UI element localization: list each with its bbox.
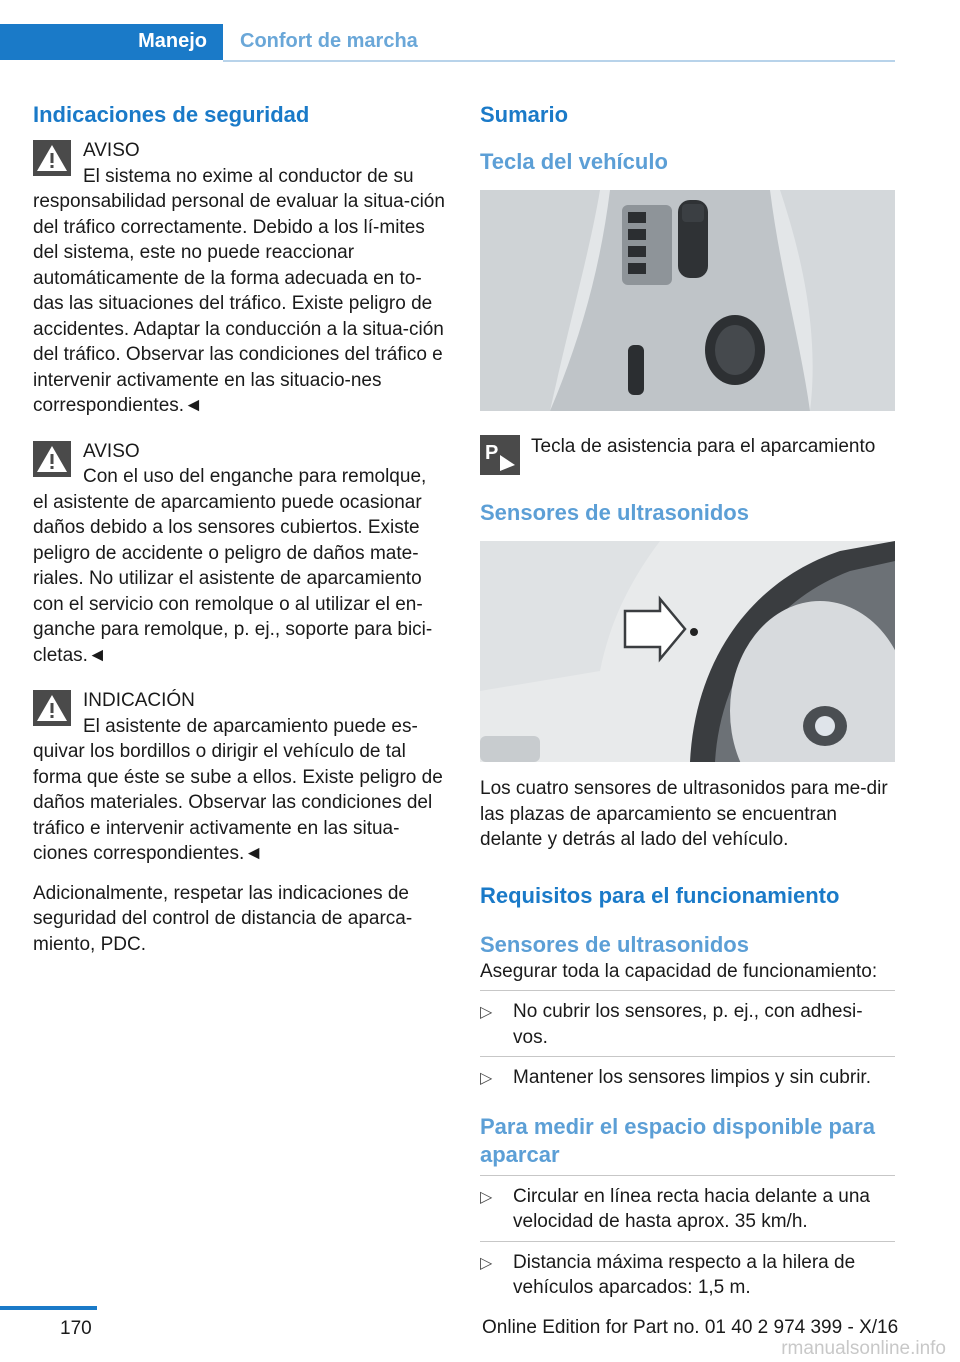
watermark: rmanualsonline.info xyxy=(781,1338,946,1359)
ultrasonic-sensor-photo xyxy=(480,541,895,762)
warning-text: el asistente de aparcamiento puede ocasionar daños debido a los sensores cubiertos. Existe peligro de accidente o peligro de daños mate-riales. No utilizar el asistente de aparcamiento con el servicio con remolque o al utilizar el en-ganche para remolque, p. ej., soporte para bici-cletas.◄ xyxy=(33,491,433,666)
list-item-text: No cubrir los sensores, p. ej., con adhesi-vos. xyxy=(513,1001,863,1048)
bullet-triangle-icon: ▷ xyxy=(480,1254,493,1272)
list-separator xyxy=(480,1241,895,1242)
tab-confort-de-marcha[interactable]: Confort de marcha xyxy=(240,30,418,52)
summary-heading: Sumario xyxy=(480,102,569,127)
warning-block-2 xyxy=(33,439,449,669)
list-separator xyxy=(480,1056,895,1057)
list-item-text: Circular en línea recta hacia delante a una velocidad de hasta aprox. 35 km/h. xyxy=(513,1185,871,1232)
warning-text-first: Con el uso del enganche para remolque, xyxy=(83,466,427,487)
parking-assist-key-row xyxy=(480,429,896,477)
list-item xyxy=(480,1184,896,1235)
center-console-photo xyxy=(480,190,895,411)
warning-triangle-icon xyxy=(33,441,71,477)
safety-heading: Indicaciones de seguridad xyxy=(33,102,310,127)
parking-assist-button-icon xyxy=(480,435,520,475)
warning-title: AVISO xyxy=(83,440,140,462)
bullet-triangle-icon: ▷ xyxy=(480,1188,493,1206)
measure-space-subheading: Para medir el espacio disponible para aparcar xyxy=(480,1113,875,1167)
parking-assist-key-caption: Tecla de asistencia para el aparcamiento xyxy=(531,436,876,457)
page-number-rule xyxy=(0,1306,97,1310)
notice-text-first: El asistente de aparcamiento puede es- xyxy=(83,715,418,737)
right-column xyxy=(480,100,896,1301)
edition-footer: Online Edition for Part no. 01 40 2 974 399 - X/16 xyxy=(482,1317,899,1338)
list-separator xyxy=(480,990,895,991)
warning-title: AVISO xyxy=(83,140,140,161)
notice-block xyxy=(33,688,449,867)
tab-manejo-label: Manejo xyxy=(138,30,207,52)
header-rule xyxy=(223,60,895,62)
list-item xyxy=(480,1250,896,1301)
page-number: 170 xyxy=(60,1318,92,1339)
sensors-requirement-text: Asegurar toda la capacidad de funcionamiento: xyxy=(480,960,878,982)
bullet-triangle-icon: ▷ xyxy=(480,1070,493,1087)
warning-block-1 xyxy=(33,138,449,419)
left-column xyxy=(33,100,449,957)
warning-triangle-icon xyxy=(33,690,71,726)
closing-paragraph: Adicionalmente, respetar las indicaciones de seguridad del control de distancia de aparca-miento, PDC. xyxy=(33,882,413,955)
ultrasonic-sensors-subheading: Sensores de ultrasonidos xyxy=(480,500,749,525)
bullet-triangle-icon: ▷ xyxy=(480,1004,493,1021)
warning-text-first: El sistema no exime al conductor de su xyxy=(83,165,414,187)
vehicle-key-subheading: Tecla del vehículo xyxy=(480,149,668,174)
list-item xyxy=(480,999,896,1050)
notice-text: quivar los bordillos o dirigir el vehículo de tal forma que éste se sube a ellos. Existe peligro de daños materiales. Observar las condiciones del tráfico e intervenir activamente en las situa-ciones correspondientes.◄ xyxy=(33,741,443,864)
requirements-heading: Requisitos para el funcionamiento xyxy=(480,882,840,908)
notice-title: INDICACIÓN xyxy=(83,690,195,711)
warning-text: responsabilidad personal de evaluar la situa-ción del tráfico correctamente. Debido a los lí-mites del sistema, este no puede reaccionar automáticamente de la forma adecuada en to-das las situaciones del tráfico. Existe peligro de accidentes. Adaptar la conducción a la situa-ción del tráfico. Observar las condiciones del tráfico e intervenir activamente en las situacio-nes correspondientes.◄ xyxy=(33,191,445,416)
tab-manejo[interactable] xyxy=(0,24,223,60)
list-item-text: Distancia máxima respecto a la hilera de vehículos aparcados: 1,5 m. xyxy=(513,1251,856,1298)
list-item xyxy=(480,1065,896,1091)
sensors-requirement-subheading: Sensores de ultrasonidos xyxy=(480,931,749,957)
svg-text:P: P xyxy=(485,442,499,464)
list-separator xyxy=(480,1175,895,1176)
warning-triangle-icon xyxy=(33,140,71,176)
list-item-text: Mantener los sensores limpios y sin cubrir. xyxy=(513,1067,871,1088)
sensor-description: Los cuatro sensores de ultrasonidos para me-dir las plazas de aparcamiento se encuentran delante y detrás al lado del vehículo. xyxy=(480,778,888,850)
